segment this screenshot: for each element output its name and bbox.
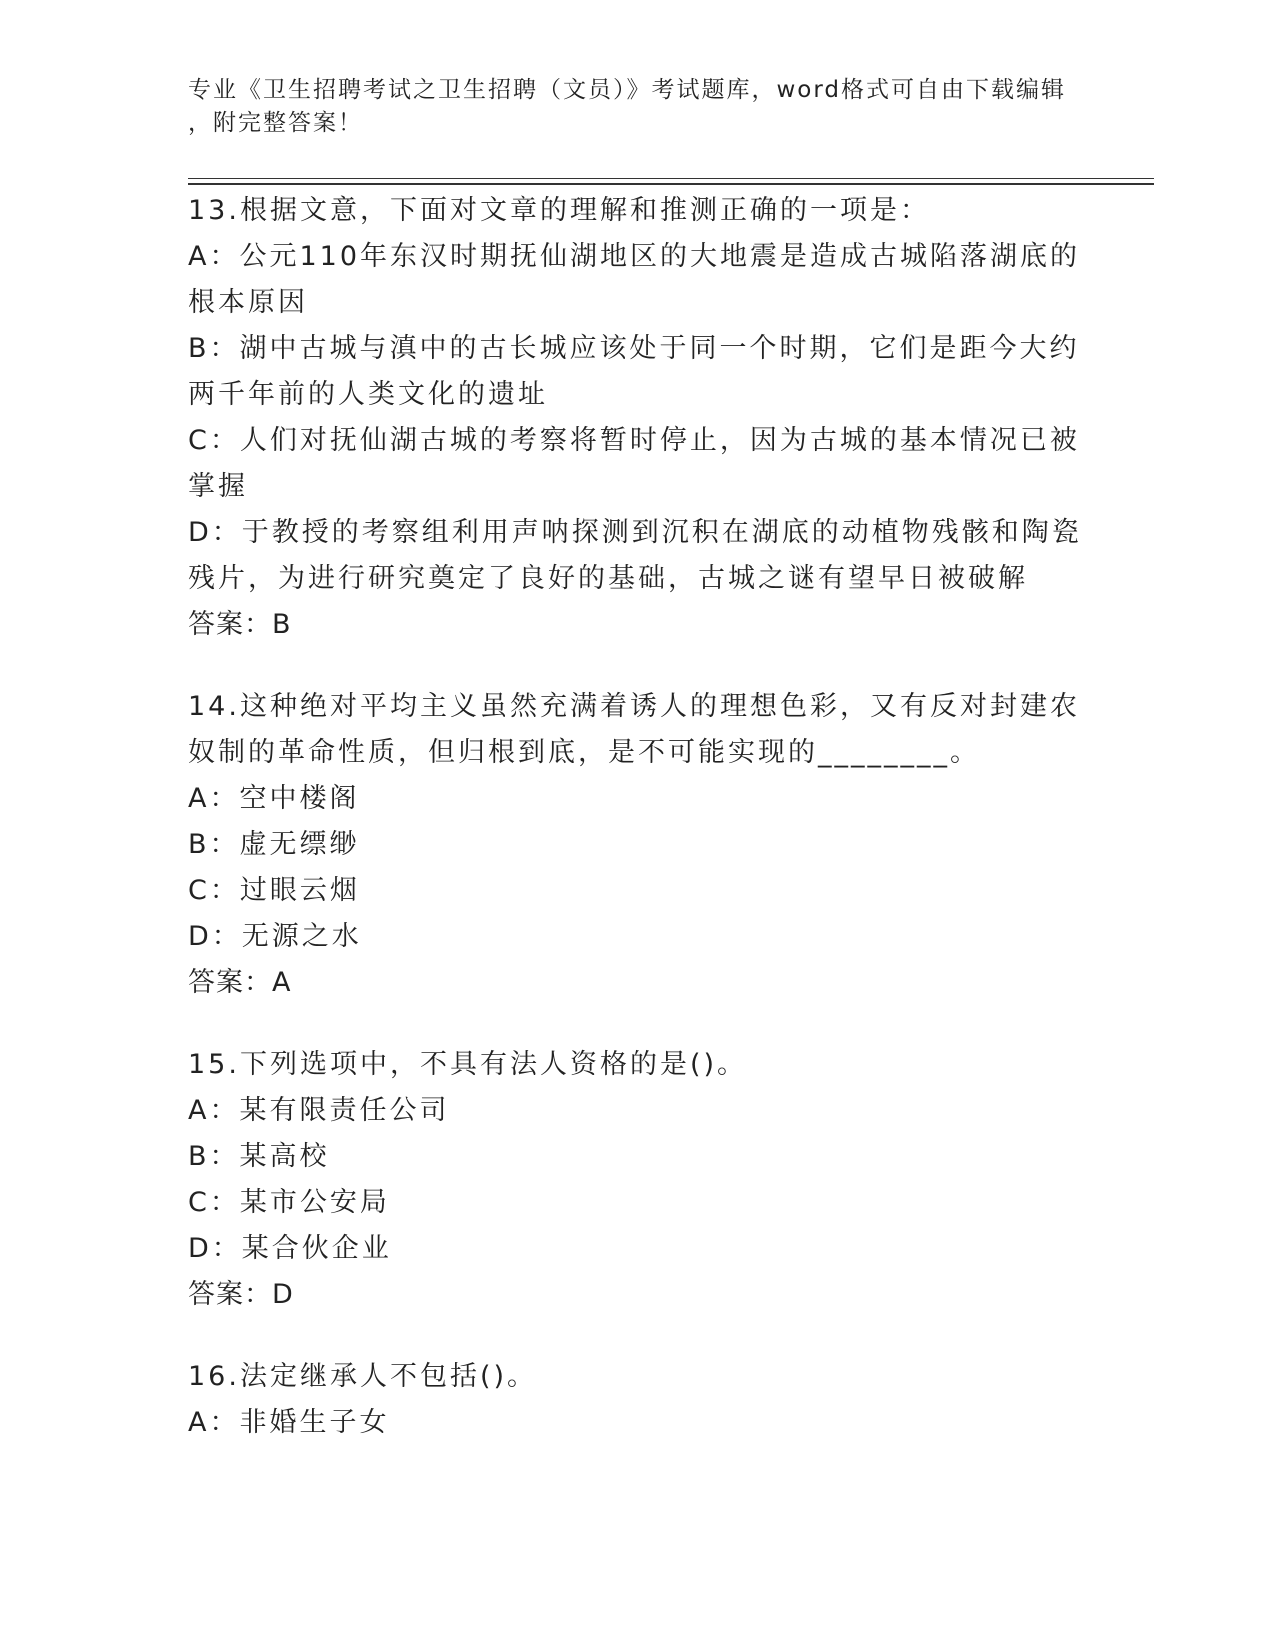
header-divider-thick <box>188 183 1154 185</box>
option-c: C：某市公安局 <box>188 1187 390 1218</box>
option-a: A：某有限责任公司 <box>188 1095 450 1126</box>
answer-line: 答案：A <box>188 967 292 998</box>
option-d: D：于教授的考察组利用声呐探测到沉积在湖底的动植物残骸和陶瓷残片，为进行研究奠定了良好的基础，古城之谜有望早日被破解 <box>188 517 1082 594</box>
option-b: B：某高校 <box>188 1141 330 1172</box>
question-list <box>188 188 1088 1482</box>
option-a: A：空中楼阁 <box>188 783 360 814</box>
answer-line: 答案：D <box>188 1279 294 1310</box>
question-stem: 15.下列选项中，不具有法人资格的是()。 <box>188 1049 748 1080</box>
header-line-2: ，附完整答案！ <box>188 110 363 136</box>
option-a: A：非婚生子女 <box>188 1407 390 1438</box>
option-b: B：虚无缥缈 <box>188 829 360 860</box>
question-13 <box>188 188 1088 648</box>
question-15 <box>188 1042 1088 1318</box>
answer-line: 答案：B <box>188 609 292 640</box>
header-line-1: 专业《卫生招聘考试之卫生招聘（文员）》考试题库，word格式可自由下载编辑 <box>188 77 1067 103</box>
option-d: D：某合伙企业 <box>188 1233 392 1264</box>
header-divider-thin <box>188 178 1154 179</box>
option-d: D：无源之水 <box>188 921 362 952</box>
question-stem: 13.根据文意，下面对文章的理解和推测正确的一项是： <box>188 195 930 226</box>
option-b: B：湖中古城与滇中的古长城应该处于同一个时期，它们是距今大约两千年前的人类文化的遗址 <box>188 333 1080 410</box>
question-16 <box>188 1354 1088 1446</box>
option-a: A：公元110年东汉时期抚仙湖地区的大地震是造成古城陷落湖底的根本原因 <box>188 241 1081 318</box>
question-14 <box>188 684 1088 1006</box>
question-stem: 16.法定继承人不包括()。 <box>188 1361 538 1392</box>
question-stem: 14.这种绝对平均主义虽然充满着诱人的理想色彩，又有反对封建农奴制的革命性质，但归根到底，是不可能实现的________。 <box>188 691 1080 768</box>
option-c: C：人们对抚仙湖古城的考察将暂时停止，因为古城的基本情况已被掌握 <box>188 425 1080 502</box>
document-header <box>188 74 1088 140</box>
option-c: C：过眼云烟 <box>188 875 360 906</box>
